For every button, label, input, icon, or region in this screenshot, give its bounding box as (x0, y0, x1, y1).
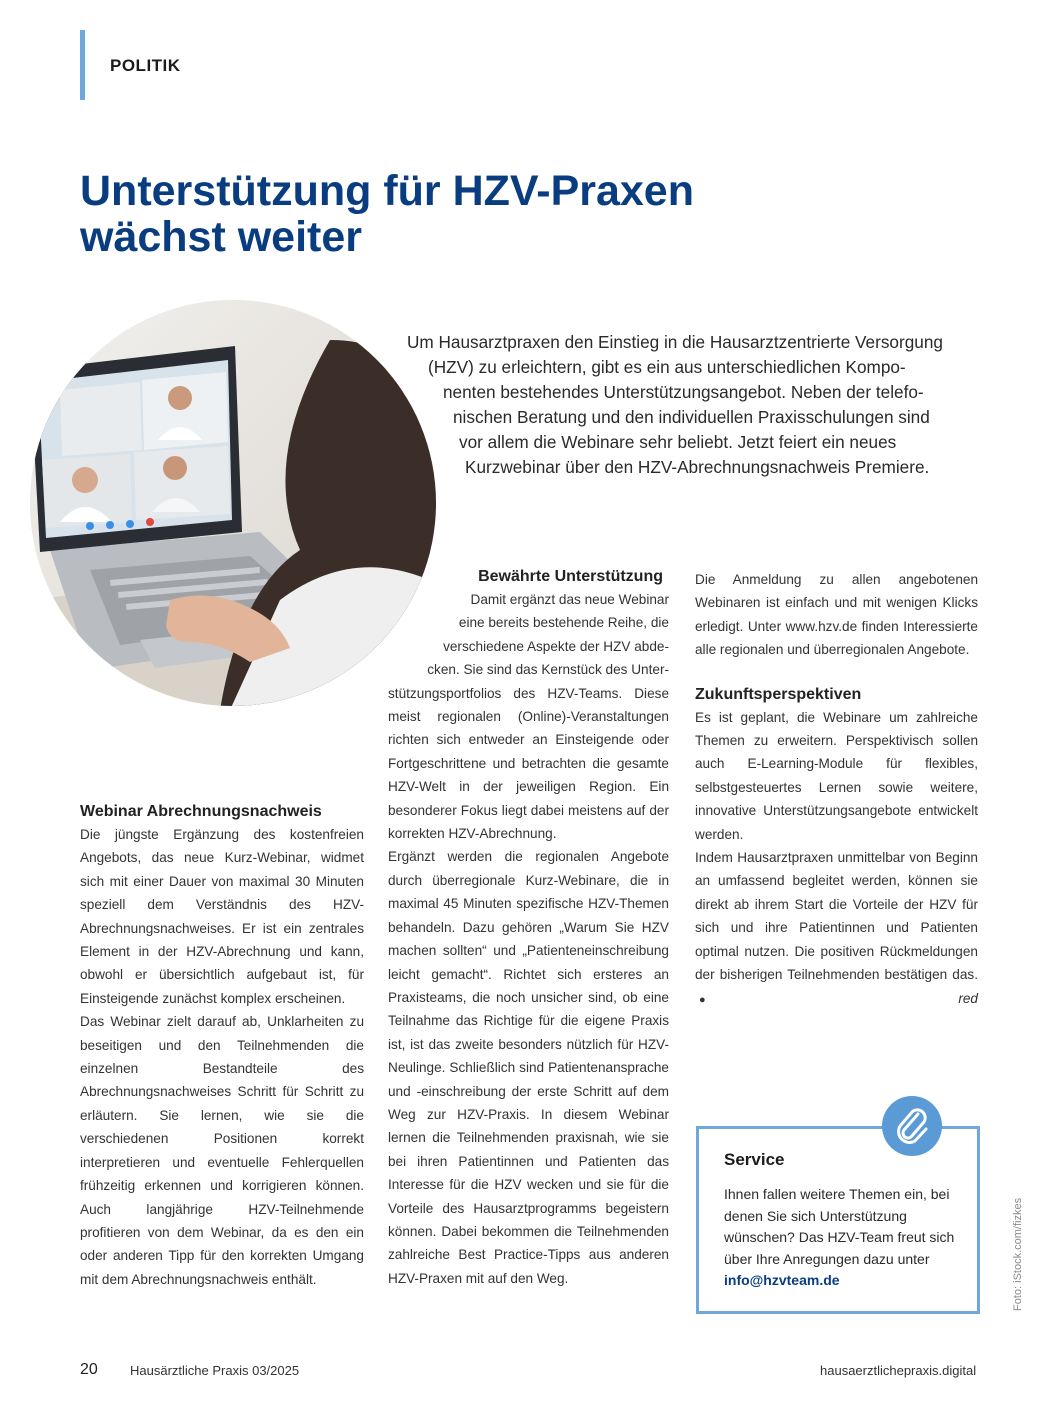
intro-line: nenten bestehendes Unterstützungsangebot. Neben der telefo- (443, 382, 924, 402)
page-number: 20 (80, 1361, 98, 1378)
title-line-1: Unterstützung für HZV-Praxen (80, 167, 694, 215)
wrap-line: Damit ergänzt das neue Webinar (470, 592, 669, 607)
author-signature: red (958, 990, 978, 1006)
service-text (724, 1184, 960, 1292)
paragraph: Das Webinar zielt darauf ab, Unklarheiten zu beseitigen und den Teilnehmenden die einzelnen Bestandteile des Abrechnungsnachweises Schritt für Schritt zu erläutern. Sie lernen, wie sie die verschiedenen Positionen korrekt interpretieren und eventuelle Fehlerquellen frühzeitig erkennen und korrigieren können. Auch langjährige HZV-Teilnehmende profitieren von dem Webinar, da es den ein oder anderen Tipp für den korrekten Umgang mit dem Abrechnungsnachweis enthält. (80, 1014, 364, 1287)
heading-webinar-abrechnungsnachweis: Webinar Abrechnungsnachweis (80, 803, 322, 820)
intro-line: Kurzwebinar über den HZV-Abrechnungsnachweis Premiere. (465, 457, 930, 477)
column-2 (388, 565, 669, 1290)
article-photo (30, 300, 436, 706)
wrap-line: cken. Sie sind das Kernstück des Unter- (427, 662, 669, 678)
paragraph: Es ist geplant, die Webinare um zahlreiche Themen zu erweitern. Perspektivisch sollen auch E-Learning-Module für flexibles, selbstgesteuertes Lernen sowie weitere, innovative Unterstützungsangebote entwickelt werden. (695, 709, 978, 842)
paragraph: Die jüngste Ergänzung des kostenfreien Angebots, das neue Kurz-Webinar, widmet sich mit einer Dauer von maximal 30 Minuten speziell dem Verständnis des HZV-Abrechnungsnachweises. Er ist ein zentrales Element in der HZV-Abrechnung und kann, obwohl er übersichtlich aufgebaut ist, für Einsteigende zunächst komplex erscheinen. (80, 827, 364, 1006)
paragraph-last (695, 846, 978, 1012)
end-mark: ● (699, 993, 706, 1006)
service-badge (882, 1096, 942, 1156)
intro-line: Um Hausarztpraxen den Einstieg in die Hausarztzentrierte Versorgung (407, 332, 943, 352)
intro-line: (HZV) zu erleichtern, gibt es ein aus unterschiedlichen Kompo- (428, 357, 906, 377)
section-accent-bar (80, 30, 85, 100)
column-3 (695, 568, 978, 1012)
paragraph: stützungsportfolios des HZV-Teams. Diese meist regionalen (Online)-Veranstaltungen richten sich entweder an Einsteigende oder Fortgeschrittene und betrachten die gesamte HZV-Welt in der jeweiligen Region. Ein besonderer Fokus liegt dabei meistens auf der korrekten HZV-Abrechnung. (388, 685, 669, 842)
service-body: Ihnen fallen weitere Themen ein, bei denen Sie sich Unterstützung wünschen? Das HZV-Team freut sich über Ihre Anregungen dazu unter (724, 1186, 955, 1267)
paperclip-icon (882, 1096, 942, 1156)
intro-line: vor allem die Webinare sehr beliebt. Jetzt feiert ein neues (459, 432, 897, 452)
video-call-illustration (30, 300, 436, 706)
paragraph: Die Anmeldung zu allen angebotenen Webinaren ist einfach und mit wenigen Klicks erledigt. Unter www.hzv.de finden Interessierte alle regionalen und überregionalen Angebote. (695, 572, 978, 658)
title-line-2: wächst weiter (80, 213, 362, 261)
article-title (80, 168, 880, 260)
website-url: hausaerztlichepraxis.digital (820, 1363, 977, 1378)
column-1 (80, 800, 364, 1291)
magazine-issue: Hausärztliche Praxis 03/2025 (130, 1363, 300, 1378)
wrap-line: verschiedene Aspekte der HZV abde- (443, 638, 669, 654)
intro-line: nischen Beratung und den individuellen Praxisschulungen sind (453, 407, 930, 427)
paragraph-text: Indem Hausarztpraxen unmittelbar von Beginn an umfassend begleitet werden, können sie direkt ab ihrem Start die Vorteile der HZV für sich und ihre Patientinnen und Patienten optimal nutzen. Die positiven Rückmeldungen der bisherigen Teilnehmenden bestätigen das. (695, 850, 978, 983)
heading-bewaehrte-unterstuetzung: Bewährte Unterstützung (478, 568, 663, 585)
wrap-line: eine bereits bestehende Reihe, die (458, 615, 669, 631)
service-email-link[interactable]: info@hzvteam.de (724, 1272, 840, 1288)
paragraph: Ergänzt werden die regionalen Angebote durch überregionale Kurz-Webinare, die in maximal 45 Minuten spezifische HZV-Themen behandeln. Dazu gehören „Warum Sie HZV machen sollten“ und „Patienteneinschreibung leicht gemacht“. Richtet sich ersteres an Praxisteams, die noch unsicher sind, ob eine Teilnahme das Richtige für die eigene Praxis ist, ist das zweite besonders nützlich für HZV-Neulinge. Schließlich sind Patientenansprache und -einschreibung der erste Schritt auf dem Weg zur HZV-Praxis. In diesem Webinar lernen die Teilnehmenden praxisnah, wie sie bei ihren Patientinnen und Patienten das Interesse für die HZV wecken und sie für die Vorteile des Hausarztprogramms begeistern können. Dabei bekommen die Teilnehmenden zahlreiche Best Practice-Tipps aus anderen HZV-Praxen mit auf den Weg. (388, 849, 669, 1286)
service-title: Service (724, 1150, 785, 1169)
section-label: POLITIK (110, 56, 181, 75)
photo-credit-text: Foto: iStock.com/fizkes (1012, 1197, 1024, 1311)
heading-zukunftsperspektiven: Zukunftsperspektiven (695, 685, 862, 703)
article-intro (395, 330, 985, 480)
photo-credit (1012, 1185, 1032, 1311)
